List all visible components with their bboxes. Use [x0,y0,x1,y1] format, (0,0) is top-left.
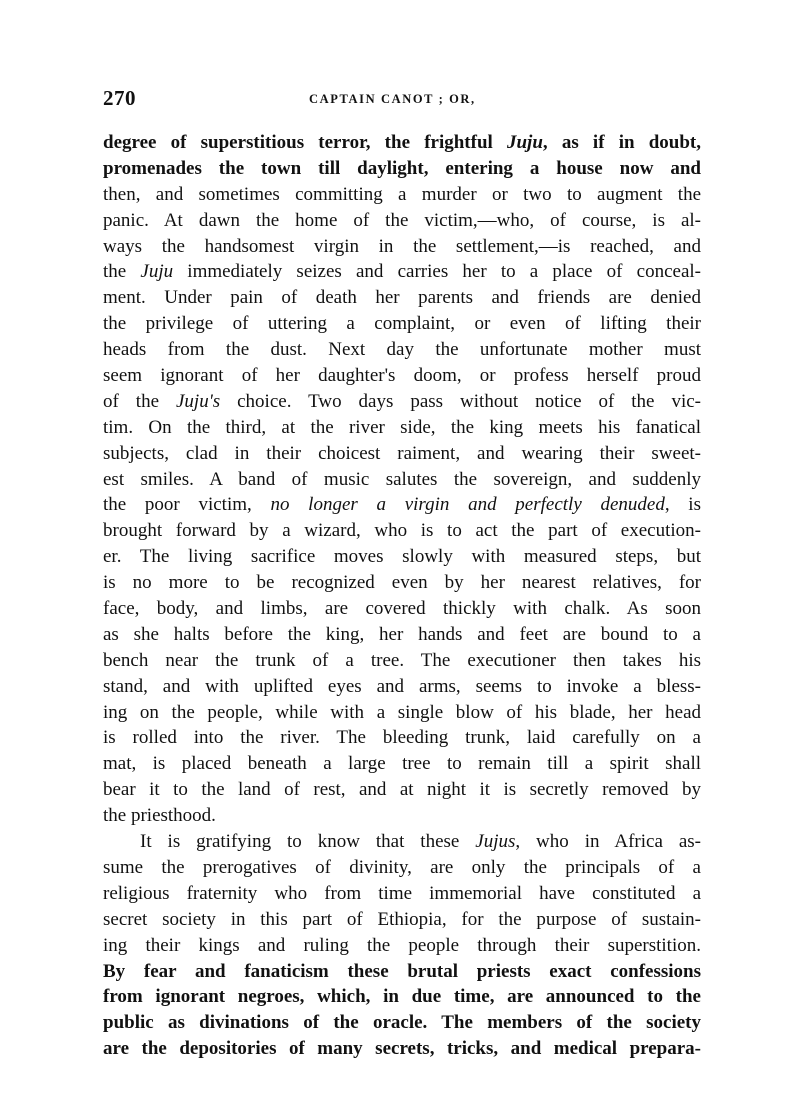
page-header [103,86,703,116]
text-line: of the Juju's choice. Two days pass without notice of the vic- [103,390,701,412]
text-line: bear it to the land of rest, and at night it is secretly removed by [103,779,701,801]
text-line: then, and sometimes committing a murder or two to augment the [103,183,701,205]
text-line: from ignorant negroes, which, in due time, are announced to the [103,986,701,1008]
text-line: stand, and with uplifted eyes and arms, seems to invoke a bless- [103,675,701,697]
text-line: ing on the people, while with a single blow of his blade, her head [103,701,701,723]
text-line: mat, is placed beneath a large tree to remain till a spirit shall [103,753,701,775]
text-line: the Juju immediately seizes and carries her to a place of conceal- [103,261,701,283]
text-line: sume the prerogatives of divinity, are only the principals of a [103,856,701,878]
text-line: heads from the dust. Next day the unfortunate mother must [103,339,701,361]
text-line: public as divinations of the oracle. The members of the society [103,1012,701,1034]
text-line: subjects, clad in their choicest raiment, and wearing their sweet- [103,442,701,464]
page-number: 270 [103,86,136,110]
text-line: face, body, and limbs, are covered thickly with chalk. As soon [103,598,701,620]
text-line: tim. On the third, at the river side, the king meets his fanatical [103,416,701,438]
text-line: are the depositories of many secrets, tricks, and medical prepara- [103,1038,701,1060]
body-text [103,130,701,1062]
text-line: ing their kings and ruling the people through their superstition. [103,934,701,956]
text-line: is rolled into the river. The bleeding trunk, laid carefully on a [103,727,701,749]
text-line: panic. At dawn the home of the victim,—who, of course, is al- [103,209,701,231]
text-line: religious fraternity who from time immemorial have constituted a [103,882,701,904]
text-line: By fear and fanaticism these brutal priests exact confessions [103,960,701,982]
text-line: bench near the trunk of a tree. The executioner then takes his [103,649,701,671]
text-line: brought forward by a wizard, who is to act the part of execution- [103,520,701,542]
text-line: est smiles. A band of music salutes the sovereign, and suddenly [103,468,701,490]
text-line: It is gratifying to know that these Jujus, who in Africa as- [140,831,701,853]
text-line: the poor victim, no longer a virgin and perfectly denuded, is [103,494,701,516]
text-line: the priesthood. [103,805,216,827]
text-line: promenades the town till daylight, entering a house now and [103,157,701,179]
text-line: degree of superstitious terror, the frightful Juju, as if in doubt, [103,132,701,153]
running-head: CAPTAIN CANOT ; OR, [309,92,476,106]
text-line: the privilege of uttering a complaint, or even of lifting their [103,313,701,335]
text-line: as she halts before the king, her hands and feet are bound to a [103,623,701,645]
text-line: seem ignorant of her daughter's doom, or profess herself proud [103,365,701,387]
text-line: ways the handsomest virgin in the settlement,—is reached, and [103,235,701,257]
text-line: secret society in this part of Ethiopia, for the purpose of sustain- [103,908,701,930]
text-line: er. The living sacrifice moves slowly with measured steps, but [103,546,701,568]
text-line: ment. Under pain of death her parents and friends are denied [103,287,701,309]
text-line: is no more to be recognized even by her nearest relatives, for [103,572,701,594]
